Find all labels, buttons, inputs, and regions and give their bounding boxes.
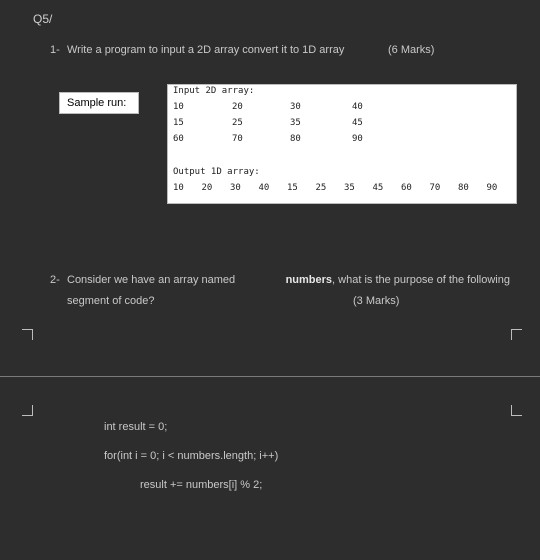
output-cell: 60 — [401, 183, 412, 193]
page-corner-mark — [22, 405, 33, 416]
output-cell: 70 — [429, 183, 441, 193]
output-cell: 80 — [458, 183, 469, 193]
output-cell: 25 — [315, 183, 327, 193]
input-cell: 15 — [173, 118, 184, 128]
input-cell: 80 — [290, 134, 301, 144]
code-line-1: int result = 0; — [104, 421, 168, 433]
part2-text-after: , what is the purpose of the following — [332, 274, 510, 286]
part1-marks: (6 Marks) — [388, 44, 435, 56]
output-cell: 40 — [258, 183, 270, 193]
part1-text: Write a program to input a 2D array convert it to 1D array — [67, 44, 345, 56]
part2-number: 2- — [50, 274, 60, 286]
input-label: Input 2D array: — [173, 86, 255, 96]
code-line-3: result += numbers[i] % 2; — [140, 479, 263, 491]
page-corner-mark — [511, 405, 522, 416]
part1-number: 1- — [50, 44, 60, 56]
input-cell: 10 — [173, 102, 184, 112]
part2-text-before: Consider we have an array named — [67, 274, 236, 286]
output-cell: 30 — [230, 183, 241, 193]
page-corner-mark — [22, 329, 33, 340]
output-cell: 20 — [201, 183, 213, 193]
sample-run-label-text: Sample run: — [67, 97, 127, 109]
sample-run-label — [59, 92, 139, 114]
output-cell: 90 — [486, 183, 498, 193]
page-corner-mark — [511, 329, 522, 340]
input-cell: 25 — [232, 118, 243, 128]
sample-run-output — [167, 84, 517, 204]
output-cell: 10 — [173, 183, 184, 193]
question-title: Q5/ — [33, 12, 53, 26]
output-cell: 15 — [287, 183, 298, 193]
output-cell: 35 — [344, 183, 355, 193]
page-break-divider — [0, 376, 540, 377]
input-cell: 45 — [352, 118, 363, 128]
output-cell: 45 — [372, 183, 384, 193]
part2-keyword: numbers — [285, 274, 333, 286]
input-cell: 60 — [173, 134, 184, 144]
code-line-2: for(int i = 0; i < numbers.length; i++) — [104, 450, 279, 462]
output-label: Output 1D array: — [173, 167, 260, 177]
part2-marks: (3 Marks) — [353, 295, 400, 307]
part2-text-line1 — [67, 274, 510, 286]
input-cell: 30 — [290, 102, 301, 112]
part2-text-line2: segment of code? — [67, 295, 155, 307]
input-cell: 70 — [232, 134, 243, 144]
input-cell: 20 — [232, 102, 243, 112]
input-cell: 90 — [352, 134, 363, 144]
input-cell: 35 — [290, 118, 301, 128]
input-cell: 40 — [352, 102, 363, 112]
